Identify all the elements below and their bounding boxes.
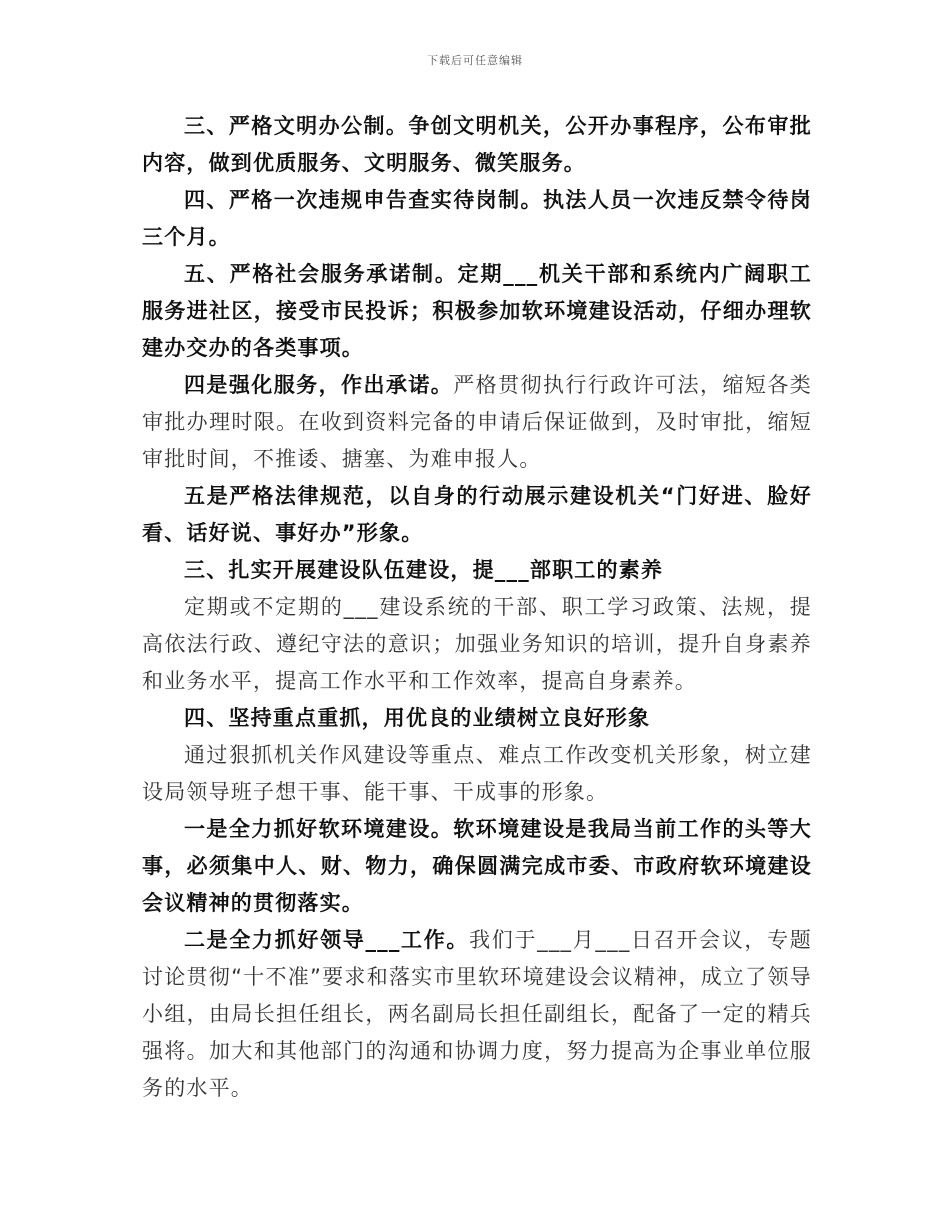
- paragraph-soft-environment: 一是全力抓好软环境建设。软环境建设是我局当前工作的头等大事，必须集中人、财、物力，确保圆满完成市委、市政府软环境建设会议精神的贯彻落实。: [142, 817, 812, 915]
- paragraph-legal-norms: 五是严格法律规范，以自身的行动展示建设机关“门好进、脸好看、话好说、事好办”形象。: [142, 484, 812, 545]
- section-heading-key-focus: 四、坚持重点重抓，用优良的业绩树立良好形象: [184, 706, 651, 730]
- paragraph-strengthen-service: [142, 367, 812, 478]
- paragraph-image-building: 通过狠抓机关作风建设等重点、难点工作改变机关形象，树立建设局领导班子想干事、能干事、干成事的形象。: [142, 743, 812, 804]
- document-body: [142, 108, 812, 1107]
- paragraph-body-text: 严格贯彻执行行政许可法，缩短各类审批办理时限。在收到资料完备的申请后保证做到，及时审批，缩短审批时间，不推诿、搪塞、为难申报人。: [142, 373, 812, 471]
- paragraph-lead-bold: 四是强化服务，作出承诺。: [184, 373, 454, 397]
- paragraph-violation-suspension: 四、严格一次违规申告查实待岗制。执法人员一次违反禁令待岗三个月。: [142, 188, 812, 249]
- paragraph-service-commitment: 五、严格社会服务承诺制。定期___机关干部和系统内广阔职工服务进社区，接受市民投诉；积极参加软环境建设活动，仔细办理软建办交办的各类事项。: [142, 262, 812, 360]
- paragraph-lead-bold: 二是全力抓好领导___工作。: [184, 928, 470, 952]
- section-heading-team-building: 三、扎实开展建设队伍建设，提___部职工的素养: [184, 558, 664, 582]
- paragraph-training: 定期或不定期的___建设系统的干部、职工学习政策、法规，提高依法行政、遵纪守法的意识；加强业务知识的培训，提升自身素养和业务水平，提高工作水平和工作效率，提高自身素养。: [142, 595, 812, 693]
- paragraph-body-text: 我们于___月___日召开会议，专题讨论贯彻“十不准”要求和落实市里软环境建设会议精神，成立了领导小组，由局长担任组长，两名副局长担任副组长，配备了一定的精兵强将。加大和其他部门的沟通和协调力度，努力提高为企事业单位服务的水平。: [142, 928, 812, 1100]
- header-note: 下载后可任意编辑: [427, 54, 523, 67]
- paragraph-leadership-work: [142, 922, 812, 1107]
- paragraph-civilized-office: 三、严格文明办公制。争创文明机关，公开办事程序，公布审批内容，做到优质服务、文明服务、微笑服务。: [142, 114, 812, 175]
